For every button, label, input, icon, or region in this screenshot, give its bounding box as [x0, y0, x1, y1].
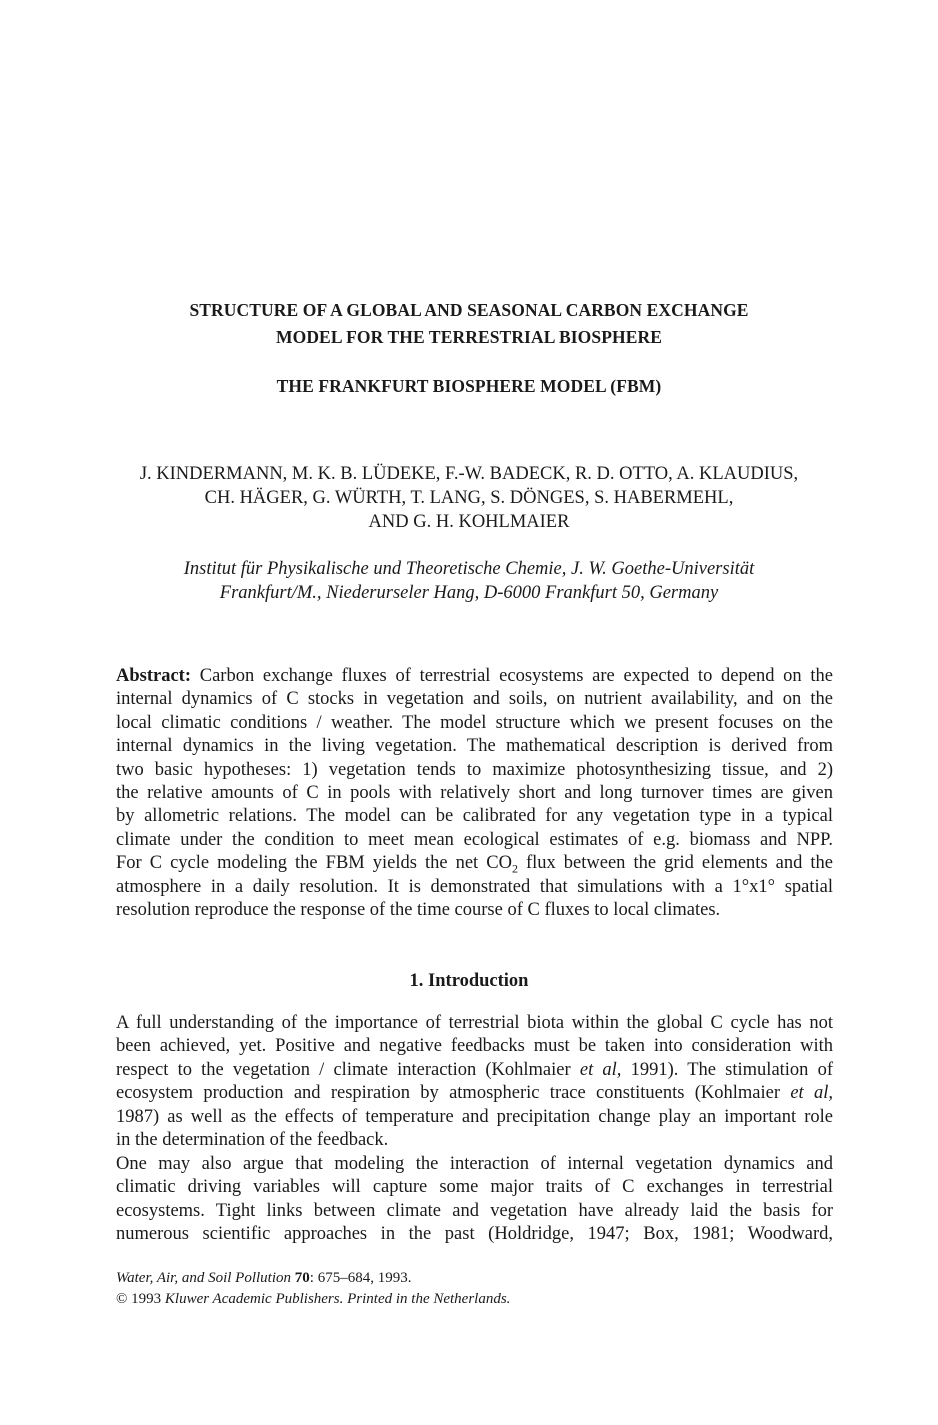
- et-al-citation: et al,: [579, 1059, 622, 1080]
- section-heading-introduction: 1. Introduction: [409, 971, 529, 991]
- copyright-line: © 1993 Kluwer Academic Publishers. Printed in the Netherlands.: [116, 1291, 511, 1307]
- journal-footer: [116, 1268, 833, 1310]
- abstract-label: Abstract:: [116, 666, 192, 686]
- abstract: [116, 665, 833, 922]
- paragraph-line: 1987) as well as the effects of temperature and precipitation change play an important role: [116, 1106, 833, 1127]
- abstract-line: For C cycle modeling the FBM yields the net $CO_2$ flux between the grid elements and the: [116, 853, 834, 876]
- affiliation: [0, 557, 938, 605]
- paragraph-line: ecosystem production and respiration by atmospheric trace constituents (Kohlmaier et al,: [116, 1083, 834, 1104]
- author-line-1: J. KINDERMANN, M. K. B. LÜDEKE, F.-W. BADECK, R. D. OTTO, A. KLAUDIUS,: [139, 464, 799, 484]
- publisher: Kluwer Academic Publishers. Printed in the Netherlands.: [164, 1291, 511, 1307]
- abstract-line: resolution reproduce the response of the time course of C fluxes to local climates.: [116, 900, 721, 921]
- introduction-paragraph-2: [116, 1153, 833, 1247]
- title-line-1: STRUCTURE OF A GLOBAL AND SEASONAL CARBON EXCHANGE: [189, 300, 749, 320]
- paragraph-line: respect to the vegetation / climate interaction (Kohlmaier et al, 1991). The stimulation of: [116, 1059, 834, 1080]
- abstract-line: by allometric relations. The model can be calibrated for any vegetation type in a typical: [116, 806, 833, 827]
- abstract-line: internal dynamics in the living vegetation. The mathematical description is derived from: [116, 736, 833, 757]
- abstract-line: local climatic conditions / weather. The model structure which we present focuses on the: [116, 712, 833, 733]
- journal-volume: 70: [294, 1270, 310, 1286]
- paragraph-line: been achieved, yet. Positive and negative feedbacks must be taken into consideration with: [116, 1036, 833, 1057]
- et-al-citation: et al,: [790, 1083, 834, 1104]
- paragraph-line: numerous scientific approaches in the past (Holdridge, 1947; Box, 1981; Woodward,: [116, 1224, 833, 1245]
- paragraph-line: climatic driving variables will capture some major traits of C exchanges in terrestrial: [116, 1177, 833, 1198]
- abstract-line: the relative amounts of C in pools with relatively short and long turnover times are given: [116, 783, 833, 804]
- paper-title: [0, 297, 938, 351]
- abstract-line: Abstract: Carbon exchange fluxes of terrestrial ecosystems are expected to depend on the: [116, 666, 834, 686]
- paragraph-line: ecosystems. Tight links between climate and vegetation have already laid the basis for: [116, 1200, 833, 1221]
- author-list: [0, 462, 938, 534]
- author-line-3: AND G. H. KOHLMAIER: [368, 512, 570, 532]
- title-line-2: MODEL FOR THE TERRESTRIAL BIOSPHERE: [275, 327, 662, 347]
- paragraph-line: One may also argue that modeling the interaction of internal vegetation dynamics and: [116, 1154, 833, 1174]
- co2-subscript: 2: [511, 861, 518, 876]
- introduction-paragraph-1: [116, 1012, 833, 1152]
- abstract-line: atmosphere in a daily resolution. It is demonstrated that simulations with a 1°x1° spatial: [116, 876, 833, 897]
- paragraph-line: A full understanding of the importance of terrestrial biota within the global C cycle has not: [116, 1013, 833, 1033]
- paper-subtitle: THE FRANKFURT BIOSPHERE MODEL (FBM): [276, 376, 662, 396]
- abstract-line: climate under the condition to meet mean ecological estimates of e.g. biomass and NPP.: [116, 829, 833, 850]
- journal-citation: Water, Air, and Soil Pollution 70: 675–684, 1993.: [116, 1270, 412, 1286]
- paragraph-line: in the determination of the feedback.: [116, 1130, 389, 1151]
- abstract-line: two basic hypotheses: 1) vegetation tends to maximize photosynthesizing tissue, and 2): [116, 759, 833, 780]
- author-line-2: CH. HÄGER, G. WÜRTH, T. LANG, S. DÖNGES, S. HABERMEHL,: [204, 488, 734, 508]
- affiliation-line-1: Institut für Physikalische und Theoretische Chemie, J. W. Goethe-Universität: [183, 559, 755, 579]
- abstract-line: internal dynamics of C stocks in vegetation and soils, on nutrient availability, and on the: [116, 689, 833, 710]
- affiliation-line-2: Frankfurt/M., Niederurseler Hang, D-6000 Frankfurt 50, Germany: [219, 583, 719, 603]
